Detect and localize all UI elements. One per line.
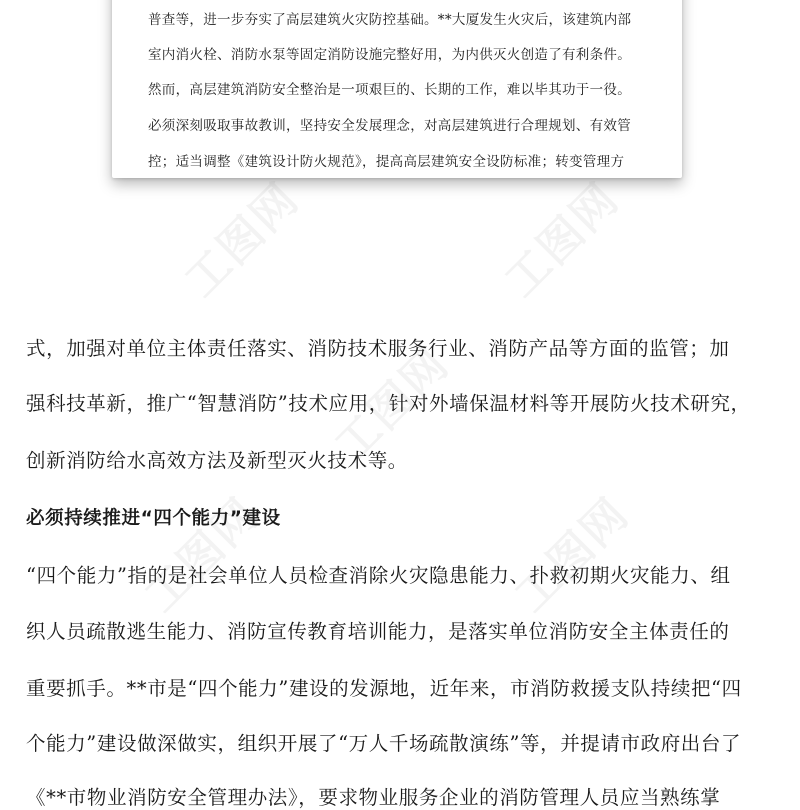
- body-line: 强科技革新，推广“智慧消防”技术应用，针对外墙保温材料等开展防火技术研究，: [26, 392, 751, 415]
- section-heading: 必须持续推进“四个能力”建设: [26, 508, 281, 529]
- body-line: 织人员疏散逃生能力、消防宣传教育培训能力，是落实单位消防安全主体责任的: [26, 620, 730, 643]
- body-line: 重要抓手。**市是“四个能力”建设的发源地，近年来，市消防救援支队持续把“四: [26, 677, 742, 700]
- body-line: 个能力”建设做深做实，组织开展了“万人千场疏散演练”等，并提请市政府出台了: [26, 732, 742, 755]
- card-line: 然而，高层建筑消防安全整治是一项艰巨的、长期的工作，难以毕其功于一役。: [148, 82, 631, 98]
- watermark: [168, 166, 311, 309]
- watermark: [488, 166, 631, 309]
- body-line: 创新消防给水高效方法及新型灭火技术等。: [26, 449, 408, 472]
- body-line: “四个能力”指的是社会单位人员检查消除火灾隐患能力、扑救初期火灾能力、组: [26, 564, 731, 587]
- card-line: 必须深刻吸取事故教训，坚持安全发展理念，对高层建筑进行合理规划、有效管: [148, 118, 631, 134]
- body-line: 式，加强对单位主体责任落实、消防技术服务行业、消防产品等方面的监管；加: [26, 337, 730, 360]
- watermark: [498, 481, 641, 624]
- document-excerpt-card: [112, 0, 682, 178]
- body-line: 《**市物业消防安全管理办法》，要求物业服务企业的消防管理人员应当熟练掌: [26, 786, 721, 809]
- card-line: 普查等，进一步夯实了高层建筑火灾防控基础。**大厦发生火灾后，该建筑内部: [148, 12, 632, 28]
- card-line: 室内消火栓、消防水泵等固定消防设施完整好用，为内供灭火创造了有利条件。: [148, 47, 631, 63]
- card-line: 控；适当调整《建筑设计防火规范》，提高高层建筑安全设防标准；转变管理方: [148, 154, 625, 170]
- watermark: [128, 481, 271, 624]
